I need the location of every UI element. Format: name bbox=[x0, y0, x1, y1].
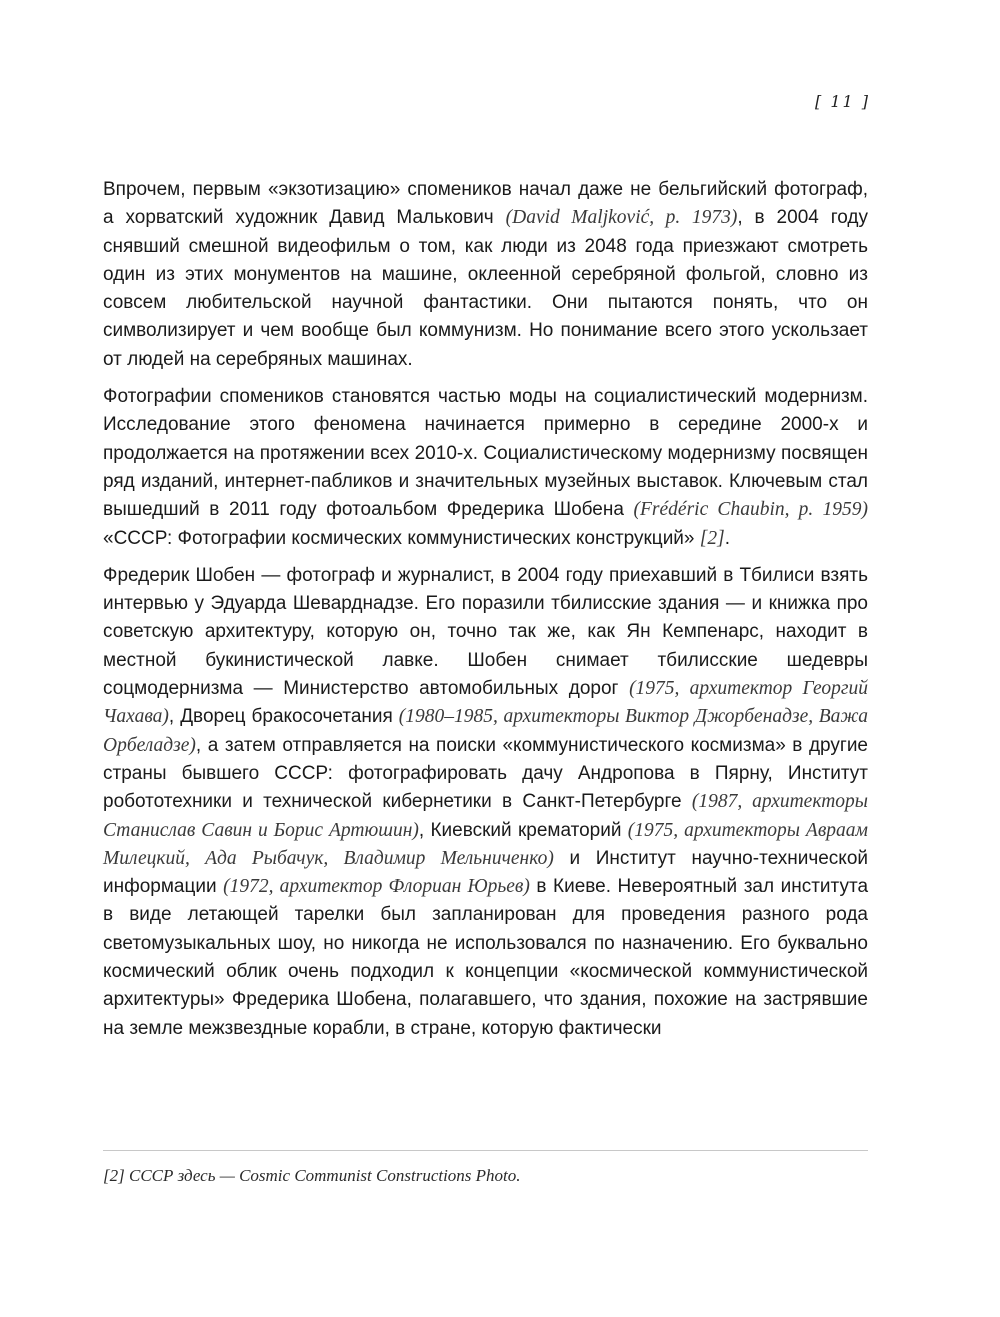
text-segment: Впрочем, первым «экзотизацию» спомеников начал даже не бельгийский фотограф, а хорватский художник Давид Малькович bbox=[103, 179, 868, 229]
paragraph-1 bbox=[103, 176, 868, 374]
citation-italic: (1975, архитектор Георгий Чахава) bbox=[103, 678, 869, 728]
paragraph-2 bbox=[103, 383, 868, 553]
citation-italic: (1980–1985, архитекторы Виктор Джорбенадзе, Важа Орбеладзе) bbox=[103, 706, 869, 756]
body-text bbox=[103, 176, 868, 1052]
text-segment: Фотографии спомеников становятся частью моды на социалистический модернизм. Исследование этого феномена начинается примерно в середине 2000-х и продолжается на протяжении всех 2010-х. Социалистическому модернизму посвящен ряд изданий, интернет-пабликов и значительных музейных выставок. Ключевым стал вышедший в 2011 году фотоальбом Фредерика Шобена bbox=[103, 386, 868, 521]
text-segment: , Дворец бракосочетания bbox=[168, 706, 399, 728]
footnote-reference: [2] bbox=[699, 527, 725, 549]
text-segment: , Киевский крематорий bbox=[418, 819, 628, 841]
text-segment: и Институт научно-технической информации bbox=[103, 847, 868, 898]
citation-italic: (David Maljković, p. 1973) bbox=[505, 207, 738, 229]
text-segment: Фредерик Шобен — фотограф и журналист, в 2004 году приехавший в Тбилиси взять интервью у Эдуарда Шеварднадзе. Его поразили тбилисские здания — и книжка про советскую архитектуру, которую он, точно так же, как Ян Кемпенарс, находит в местной букинистической лавке. Шобен снимает тбилисские шедевры соцмодернизма — Министерство автомобильных дорог bbox=[103, 564, 868, 700]
footnote: [2] СССР здесь — Cosmic Communist Constructions Photo. bbox=[103, 1166, 521, 1185]
page-number: [ 11 ] bbox=[814, 92, 870, 111]
text-segment: в Киеве. Невероятный зал института в виде летающей тарелки был запланирован для проведения разного рода светомузыкальных шоу, но никогда не использовался по назначению. Его буквально космический облик очень подходил к концепции «космической коммунистической архитектуры» Фредерика Шобена, полагавшего, что здания, похожие на застрявшие на земле межзвездные корабли, в стране, которую фактически bbox=[103, 876, 869, 1039]
footnote-divider bbox=[103, 1150, 868, 1151]
text-segment: , в 2004 году снявший смешной видеофильм о том, как люди из 2048 года приезжают смотреть один из этих монументов на машине, оклеенной серебряной фольгой, словно из совсем любительской научной фантастики. Они пытаются понять, что он символизирует и чем вообще был коммунизм. Но понимание всего этого ускользает от людей на серебряных машинах. bbox=[103, 207, 868, 370]
citation-italic: (1987, архитекторы Станислав Савин и Борис Артюшин) bbox=[103, 791, 868, 841]
citation-italic: (Frédéric Chaubin, p. 1959) bbox=[633, 499, 868, 521]
text-segment: , а затем отправляется на поиски «коммунистического космизма» в другие страны бывшего СССР: фотографировать дачу Андропова в Пярну, Институт робототехники и технической кибернетики в Санкт-Петербурге bbox=[103, 734, 868, 813]
text-segment: «СССР: Фотографии космических коммунистических конструкций» bbox=[103, 527, 700, 549]
citation-italic: (1972, архитектор Флориан Юрьев) bbox=[223, 876, 530, 898]
citation-italic: (1975, архитекторы Авраам Милецкий, Ада Рыбачук, Владимир Мельниченко) bbox=[103, 819, 868, 869]
text-segment: . bbox=[724, 527, 730, 549]
paragraph-3 bbox=[103, 562, 868, 1043]
